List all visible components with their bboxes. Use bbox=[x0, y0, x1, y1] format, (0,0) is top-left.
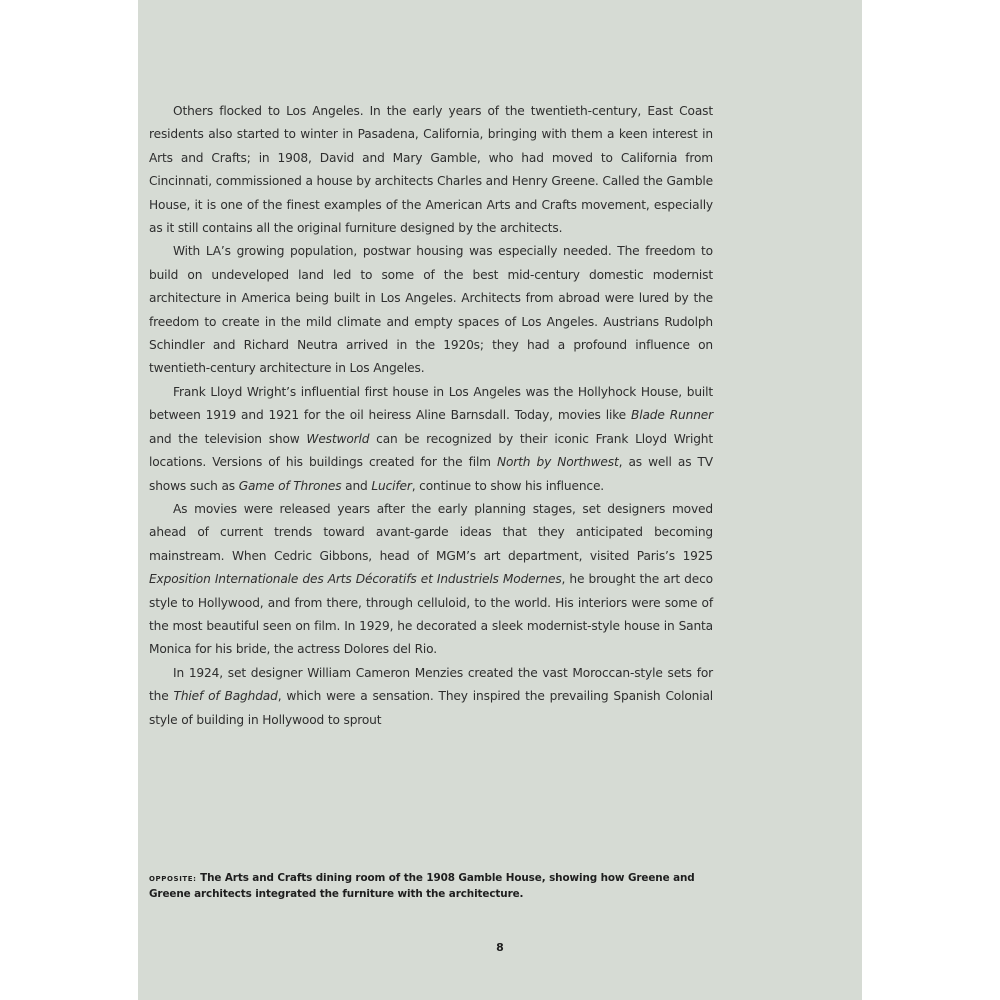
italic-title: Lucifer bbox=[371, 478, 412, 493]
paragraph bbox=[149, 662, 713, 732]
text-run: , continue to show his influence. bbox=[411, 478, 605, 493]
page-number: 8 bbox=[496, 941, 504, 954]
italic-title: Thief of Baghdad bbox=[173, 689, 278, 704]
text-run: and the television show bbox=[149, 431, 307, 446]
text-run: Frank Lloyd Wright’s influential first house in Los Angeles was the Hollyhock House, built between 1919 and 1921 for the oil heiress Aline Barnsdall. Today, movies like bbox=[149, 384, 713, 423]
paragraph bbox=[149, 100, 713, 240]
text-run: With LA’s growing population, postwar housing was especially needed. The freedom to build on undeveloped land led to some of the best mid-century domestic modernist architecture in America being built in Los Angeles. Architects from abroad were lured by the freedom to create in the mild climate and empty spaces of Los Angeles. Austrians Rudolph Schindler and Richard Neutra arrived in the 1920s; they had a profound influence on twentieth-century architecture in Los Angeles. bbox=[149, 244, 713, 376]
text-run: , as well as TV shows such as bbox=[149, 455, 713, 493]
italic-title: Exposition Internationale des Arts Décoratifs et Industriels Modernes bbox=[149, 572, 562, 587]
paragraph bbox=[149, 240, 713, 380]
body-text bbox=[149, 100, 713, 732]
paragraph bbox=[149, 498, 713, 662]
italic-title: Blade Runner bbox=[631, 408, 713, 423]
text-run: , he brought the art deco style to Hollywood, and from there, through celluloid, to the world. His interiors were some of the most beautiful seen on film. In 1929, he decorated a sleek modernist-style house in Santa Monica for his bride, the actress Dolores del Rio. bbox=[149, 572, 713, 657]
italic-title: Game of Thrones bbox=[238, 478, 342, 493]
caption-label: OPPOSITE: bbox=[149, 875, 197, 883]
text-run: Others flocked to Los Angeles. In the early years of the twentieth-century, East Coast residents also started to winter in Pasadena, California, bringing with them a keen interest in Arts and Crafts; in 1908, David and Mary Gamble, who had moved to California from Cincinnati, commissioned a house by architects Charles and Henry Greene. Called the Gamble House, it is one of the finest examples of the American Arts and Crafts movement, especially as it still contains all the original furniture designed by the architects. bbox=[149, 104, 713, 236]
text-run: can be recognized by their iconic Frank Lloyd Wright locations. Versions of his buildings created for the film bbox=[149, 431, 713, 470]
text-run: and bbox=[341, 478, 372, 493]
italic-title: Westworld bbox=[306, 431, 370, 446]
photo-caption bbox=[149, 871, 713, 902]
italic-title: North by Northwest bbox=[497, 455, 619, 470]
paragraph bbox=[149, 381, 713, 498]
text-run: As movies were released years after the early planning stages, set designers moved ahead of current trends toward avant-garde ideas that they anticipated becoming mainstream. When Cedric Gibbons, head of MGM’s art department, visited Paris’s 1925 bbox=[149, 501, 713, 563]
caption-text: The Arts and Crafts dining room of the 1908 Gamble House, showing how Greene and Greene architects integrated the furniture with the architecture. bbox=[149, 872, 695, 900]
text-run: , which were a sensation. They inspired the prevailing Spanish Colonial style of building in Hollywood to sprout bbox=[149, 689, 714, 727]
text-run: In 1924, set designer William Cameron Menzies created the vast Moroccan-style sets for the bbox=[149, 665, 713, 704]
